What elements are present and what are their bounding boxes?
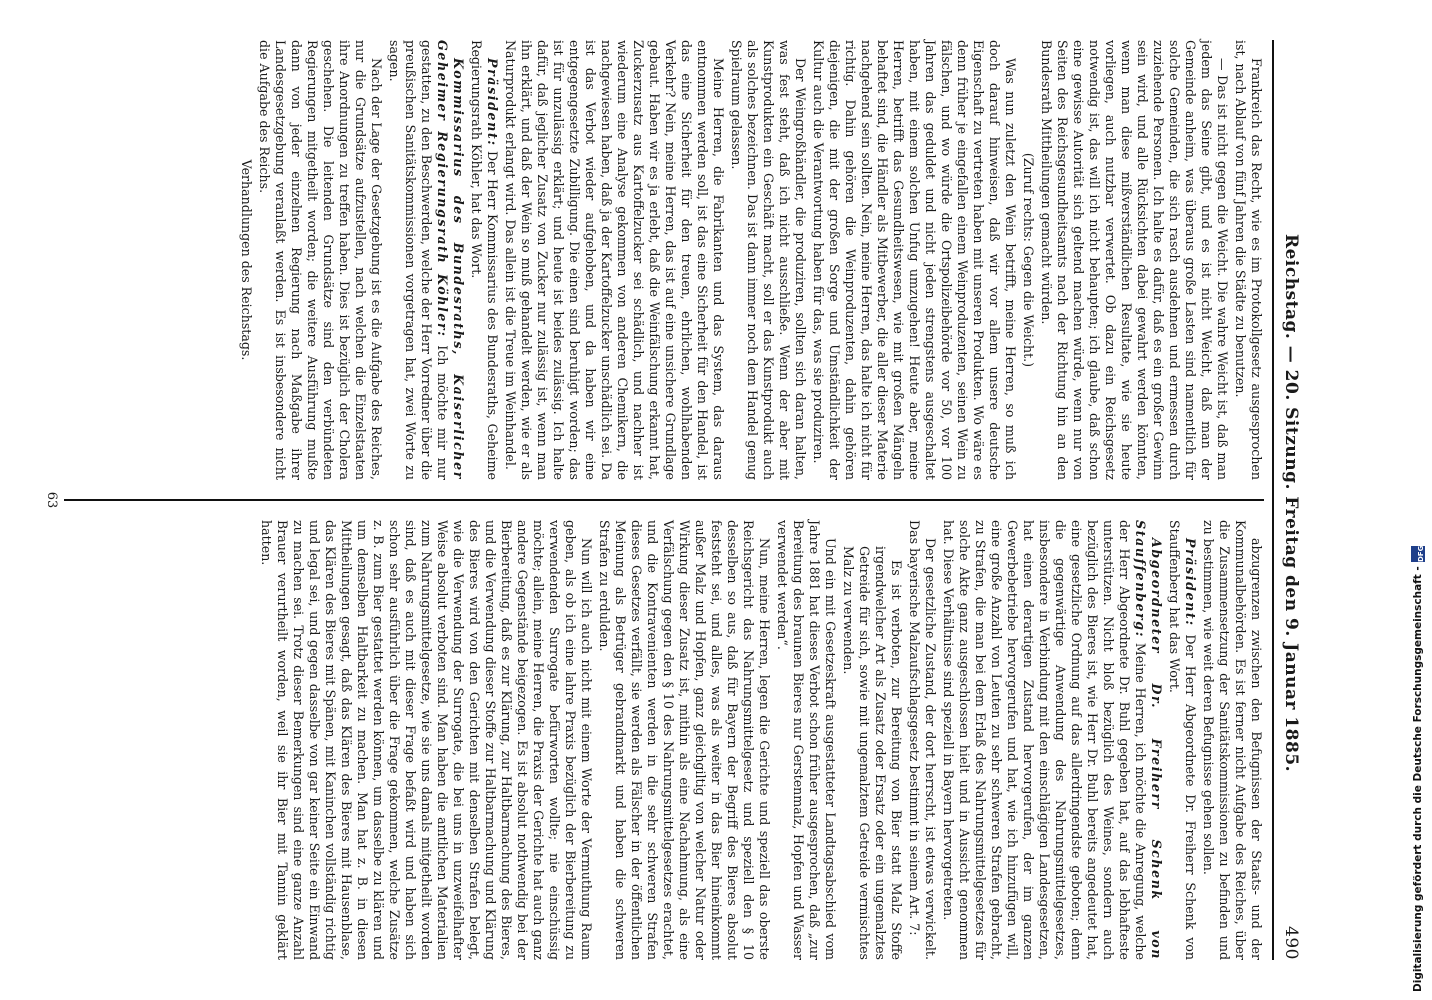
right-column [256,520,1264,960]
centered-line: Verhandlungen des Reichstags. [239,159,254,361]
quoted-article: Es ist verboten, zur Bereitung von Bier statt Malz Stoffe irgendwelcher Art als Zusatz oder Ersatz oder ein ungemalztes Getreide für sich, sowie mit ungemalztem Getreide vermischtes Malz zu verwenden. [841,546,904,960]
body-paragraph: Der Weingroßhändler, die produziren, sollten sich daran halten, was fest steht, daß ich nicht ausschließe. Wenn der aber mit Kunstprodukten ein Geschäft macht, soll er das Kunstprodukt auch als solches bezeichnen. Das ist dann immer noch dem Handel genug Spielraum gelassen. [729,40,808,480]
page-header-title: Reichstag. — 20. Sitzung. Freitag den 9. Januar 1885. [1281,233,1301,773]
body-paragraph: Nach der Lage der Gesetzgebung ist es die Aufgabe des Reiches, nur die Grundsätze aufzustellen, nach welchen die Einzelstaaten ihre Anordnungen zu treffen haben. Dies ist bezüglich der Cholera geschehen. Die leitenden Grundsätze sind den verbündeten Regierungen mitgetheilt worden; die weitere Ausführung mußte dann von jeder einzelnen Regierung nach Maßgabe ihrer Landesgesetzgebung veranlaßt werden. Es ist insbesondere nicht die Aufgabe des Reichs. [257,40,384,480]
speaker-paragraph [940,520,1164,960]
speaker-paragraph [386,40,466,480]
speaker-name: Präsident: [1183,538,1198,627]
body-paragraph: — Das ist nicht gegen die Weicht. Die wahre Weicht ist, daß man jedem das Seine gibt, und es ist nicht Weicht, daß man der Gemeinde anheim, was überaus große Lasten sind namentlich für solche Gemeinden, die sich rasch ausdehnen und ermessen durch zuziehende Personen. Ich halte es dafür, daß es ein großer Gewinn sein wird, und alle Rücksichten dabei gewahrt werden könnten, wenn man diese mißverständlichen Resultate, wie sie heute vorliegen, auch nutzbar verwertet. Ob dazu ein Reichsgesetz notwendig ist, das will ich nicht behaupten; ich glaube, daß schon eine gewisse Autorität sich geltend machen würde, wenn nur von Seiten des Reichsgesundheitsamts nach der Richtung hin an den Bundesrath Mittheilungen gemacht würden. [1039,40,1230,480]
digitization-credit [1410,545,1426,992]
body-paragraph: Und ein mit Gesetzeskraft ausgestatteter Landtagsabschied vom Jahre 1881 hat dieses Verbot schon früher ausgesprochen, daß „zur Bereitung des braunen Bieres nur Gerstenmalz, Hopfen und Wasser verwendet werden“. [775,520,838,960]
sheet-number: 63 [44,491,59,509]
body-paragraph: Was nun zuletzt den Wein betrifft, meine Herren, so muß ich doch darauf hinweisen, daß wir vor allem unsere deutsche Eigenschaft zu vertreten haben mit unseren Produkten. Wo wäre es denn früher je eingefallen einem Weinproduzenten, seinen Wein zu fälschen, und wo würde die Ortspolizeibehörde vor 50, vor 100 Jahren das geduldet und nicht jeden strengstens ausgeschaltet haben, mit einem solchen Unfug umzugehen! Heute aber, meine Herren, betrifft das Gesundheitswesen, wie mit großen Mängeln behaftet sind, die Händler als Mitbewerber, die aller dieser Materie nachgehend sein sollten. Nein, meine Herren, das halte ich nicht für richtig. Dahin gehören die Weinproduzenten, dahin gehören diejenigen, die mit der großen Sorge und Umständlichkeit der Kultur auch die Verantwortung haben für das, was sie produziren. [811,40,1018,480]
body-paragraph: Meine Herren, die Fabrikanten und das System, das daraus entnommen werden soll, ist das eine Sicherheit für den Handel, ist das eine Sicherheit für den treuen, ehrlichen, wohlhabenden Verkehr? Nein, meine Herren, das ist auf eine unsichere Grundlage gebaut. Haben wir es ja erlebt, daß die Weinfälschung erkannt hat, Zuckerzusatz aus Kartoffelzucker sei schädlich, und nachher ist wiederum eine Analyse gekommen von anderen Chemikern, die nachgewiesen haben, daß ja der Kartoffelzucker unschädlich sei. Da ist das Verbot wieder aufgehoben, und da haben wir eine entgegengesetzte Zubilligung. Die einen sind beruhigt worden; das ist für unzulässig erklärt; und heute ist beides zulässig. Ich halte dafür, daß jeglicher Zusatz von Zucker nur zulässig ist, wenn man ihn erklärt, und daß der Wein so muß gehandelt werden, wie er als Naturprodukt erlangt wird. Das allein ist die Treue im Weinhandel. [503,40,726,480]
column-divider [64,499,1264,501]
speaker-name: Präsident: [485,58,500,147]
speaker-name: Abgeordneter Dr. Freiherr Schenk von Stauffenberg: [1133,520,1164,960]
body-paragraph: abzugrenzen zwischen den Befugnissen der Staats- und der Kommunalbehörden. Es ist ferner nicht Aufgabe des Reiches, über die Zusammensetzung der Sanitätskommissionen zu befinden und zu bestimmen, wie weit deren Befugnisse gehen sollen. [1201,520,1264,960]
speech-text: Ich möchte mir nur gestatten, zu den Beschwerden, welche der Herr Vorredner über die preußischen Sanitätskommissionen vorgetragen hat, zwei Worte zu sagen. [387,40,450,480]
left-column [236,40,1264,480]
body-paragraph: Nun will ich auch nicht mit einem Worte der Vermuthung Raum geben, als ob ich eine lahre Praxis bezüglich der Bierbereitung zu verwendenden Surrogate befürworten wollte; nie einschüssig möchte; allein, meine Herren, die Praxis der Gerichte hat auch ganz andere Gegenstände beigezogen. Es ist absolut nothwendig bei der Bierbereitung, daß es zur Klärung, zur Haltbarmachung des Bieres, und die Verwendung dieser Stoffe zur Haltbarmachung und Klärung des Bieres wird von den Gerichten mit denselben Strafen belegt, wie die Verwendung der Surrogate, die bei uns in unzweifelhafter Weise absolut verboten sind. Man haben die amtlichen Materialien zum Nahrungsmittelgesetze, wie sie uns damals mitgetheilt worden sind, daß es auch mit dieser Frage befaßt wird und haben sich schon sehr ausführlich über die Frage gekommen, welche Zusätze z. B. zum Bier gestattet werden können, um dasselbe zu klären und um demselben Haltbarkeit zu machen. Man hat z. B. in diesen Mittheilungen gesagt, daß das Klären des Bieres mit Hausenblase, das Klären des Bieres mit Spänen, mit Kaninchen vollständig richtig und legal sei, und gegen dasselbe von gar keiner Seite ein Einwand zu machen sei. Trotz dieser Bemerkungen sind eine ganze Anzahl Brauer verurtheilt worden, weil sie ihr Bier mit Tannin geklärt hatten. [259,520,594,960]
speaker-name: Kommissarius des Bundesraths, Kaiserlicher Geheimer Regierungsrath Köhler: [435,40,466,480]
page-number: 490 [1281,926,1301,960]
dfg-logo-icon: DFG [1411,546,1425,562]
speaker-paragraph [1166,520,1198,960]
speaker-paragraph [468,40,500,480]
body-paragraph: Frankreich das Recht, wie es im Protokollgesetz ausgesprochen ist, nach Ablauf von fünf Jahren die Städte zu benutzen. [1233,40,1264,480]
body-paragraph: Nun, meine Herren, legen die Gerichte und speziell das oberste Reichsgericht das Nahrungsmittelgesetz und speziell den § 10 desselben so aus, daß für Bayern der Begriff des Bieres absolut feststeht sei, und alles, was als weiter in das Bier hineinkommt außer Malz und Hopfen, ganz gleichgiltig von welcher Natur oder Wirkung dieser Zusatz ist, mithin als eine Nachahmung, als eine Verfälschung gegen den § 10 des Nahrungsmittelgesetzes erachtet, und die Kontravenienten werden in die sehr schweren Strafen dieses Gesetzes verfällt, sie werden als Fälscher in der öffentlichen Meinung als Betrüger gebrandmarkt und haben die schweren Strafen zu erdulden. [597,520,772,960]
centered-line: (Zuruf rechts: Gegen die Weicht.) [1021,152,1036,368]
speech-text: Der Herr Kommissarius des Bundesraths, Geheime Regierungsrath Köhler, hat das Wort. [469,40,500,480]
credit-text: Digitalisierung gefördert durch die Deutsche Forschungsgemeinschaft - [1412,566,1424,992]
body-paragraph: Der gesetzliche Zustand, der dort herrscht, ist etwas verwickelt. Das bayerische Malzaufschlagsgesetz bestimmt in seinem Art. 7: [907,520,938,960]
scanned-page [4,0,1324,1000]
speech-text: Der Herr Abgeordnete Dr. Freiherr Schenk von Stauffenberg hat das Wort. [1167,520,1198,960]
speech-text: Meine Herren, ich möchte die Anregung, welche der Herr Abgeordnete Dr. Buhl gegeben hat, auf das lebhafteste unterstützen. Nicht bloß bezüglich des Weines, sondern auch bezüglich des Bieres ist, wie Herr Dr. Buhl bereits angedeutet hat, eine gesetzliche Ordnung auf das allerdringendste geboten; denn die gegenwärtige Anwendung des Nahrungsmittelgesetzes, insbesondere in Verbindung mit den einschlägigen Landesgesetzen, hat einen derartigen Zustand hervorgerufen, der im ganzen Gewerbebetriebe hervorgerufen und hat, wie ich hinzufügen will, eine große Anzahl von Leuten zu sehr schweren Strafen gebracht, zu Strafen, die man bei dem Erlaß des Nahrungsmittelgesetzes für solche Akte ganz ausgeschlossen hielt und in Aussicht genommen hat. Diese Verhältnisse sind speziell in Bayern hervorgetreten. [941,520,1148,960]
page-header [1276,40,1306,960]
header-rule [1272,40,1274,960]
